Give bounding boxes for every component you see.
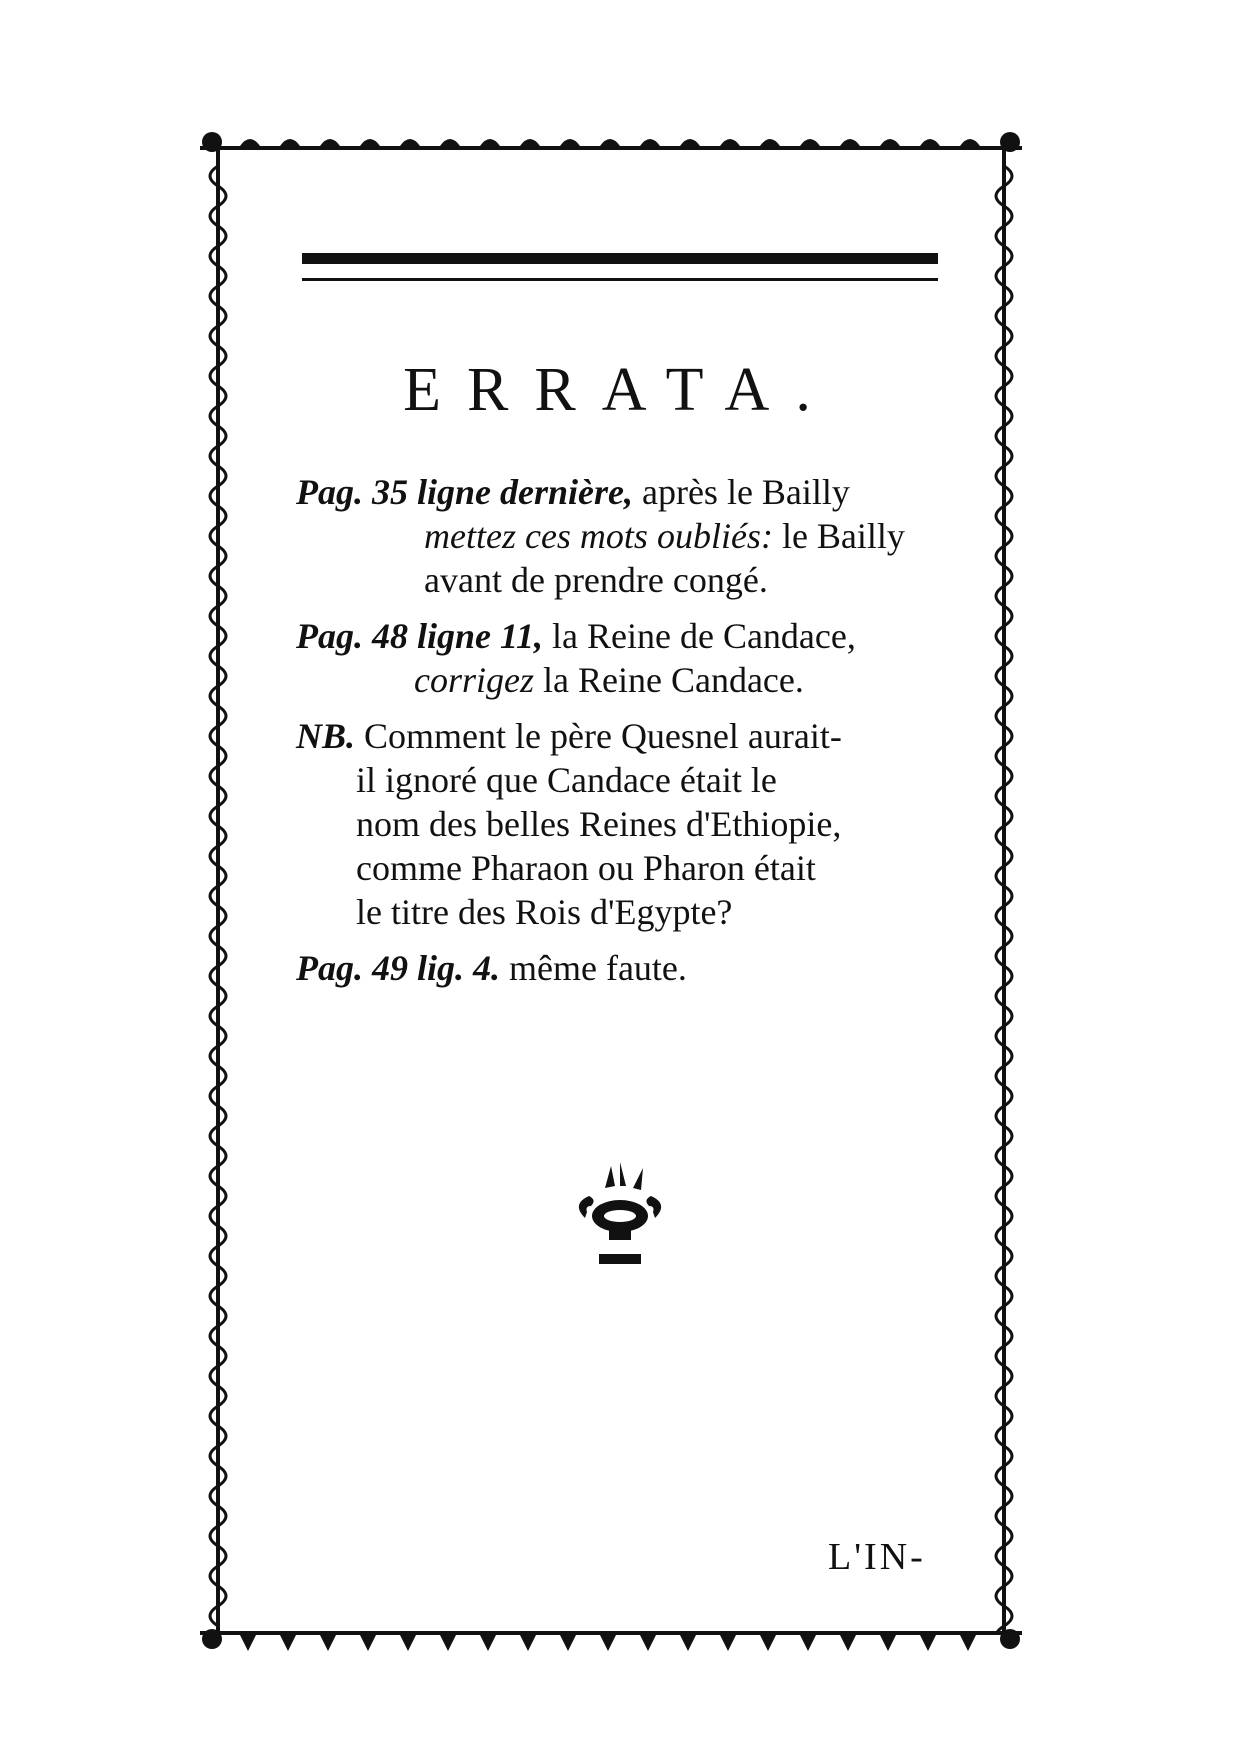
note-text: le titre des Rois d'Egypte?	[356, 892, 733, 932]
erratum-text: la Reine Candace.	[543, 660, 804, 700]
erratum-note	[296, 714, 956, 934]
border-top-ornament	[200, 128, 1022, 156]
header-rule-thin	[302, 278, 938, 281]
erratum-text: avant de prendre congé.	[424, 560, 768, 600]
erratum-text: après le Bailly	[641, 472, 850, 512]
border-left-ornament	[200, 146, 236, 1631]
note-text: nom des belles Reines d'Ethiopie,	[356, 804, 842, 844]
note-text: il ignoré que Candace était le	[356, 760, 777, 800]
erratum-text: la Reine de Candace,	[552, 616, 856, 656]
erratum-reference: Pag. 48 ligne 11,	[296, 616, 544, 656]
errata-list	[296, 470, 956, 1002]
erratum-entry	[296, 946, 956, 990]
erratum-text: même faute.	[509, 948, 687, 988]
header-rule-thick	[302, 253, 938, 264]
note-text: comme Pharaon ou Pharon était	[356, 848, 816, 888]
erratum-instruction: corrigez	[414, 660, 534, 700]
border-bottom-ornament	[200, 1625, 1022, 1655]
page-title: ERRATA.	[403, 356, 837, 424]
vase-ornament-icon	[565, 1158, 675, 1278]
catchword: L'IN-	[828, 1536, 926, 1578]
border-right-ornament	[986, 146, 1022, 1631]
erratum-text: le Bailly	[781, 516, 905, 556]
erratum-entry	[296, 614, 956, 702]
erratum-instruction: mettez ces mots oubliés:	[424, 516, 773, 556]
note-text: Comment le père Quesnel aurait-	[364, 716, 842, 756]
note-label: NB.	[296, 716, 356, 756]
erratum-reference: Pag. 35 ligne dernière,	[296, 472, 633, 512]
erratum-reference: Pag. 49 lig. 4.	[296, 948, 500, 988]
erratum-entry	[296, 470, 956, 602]
